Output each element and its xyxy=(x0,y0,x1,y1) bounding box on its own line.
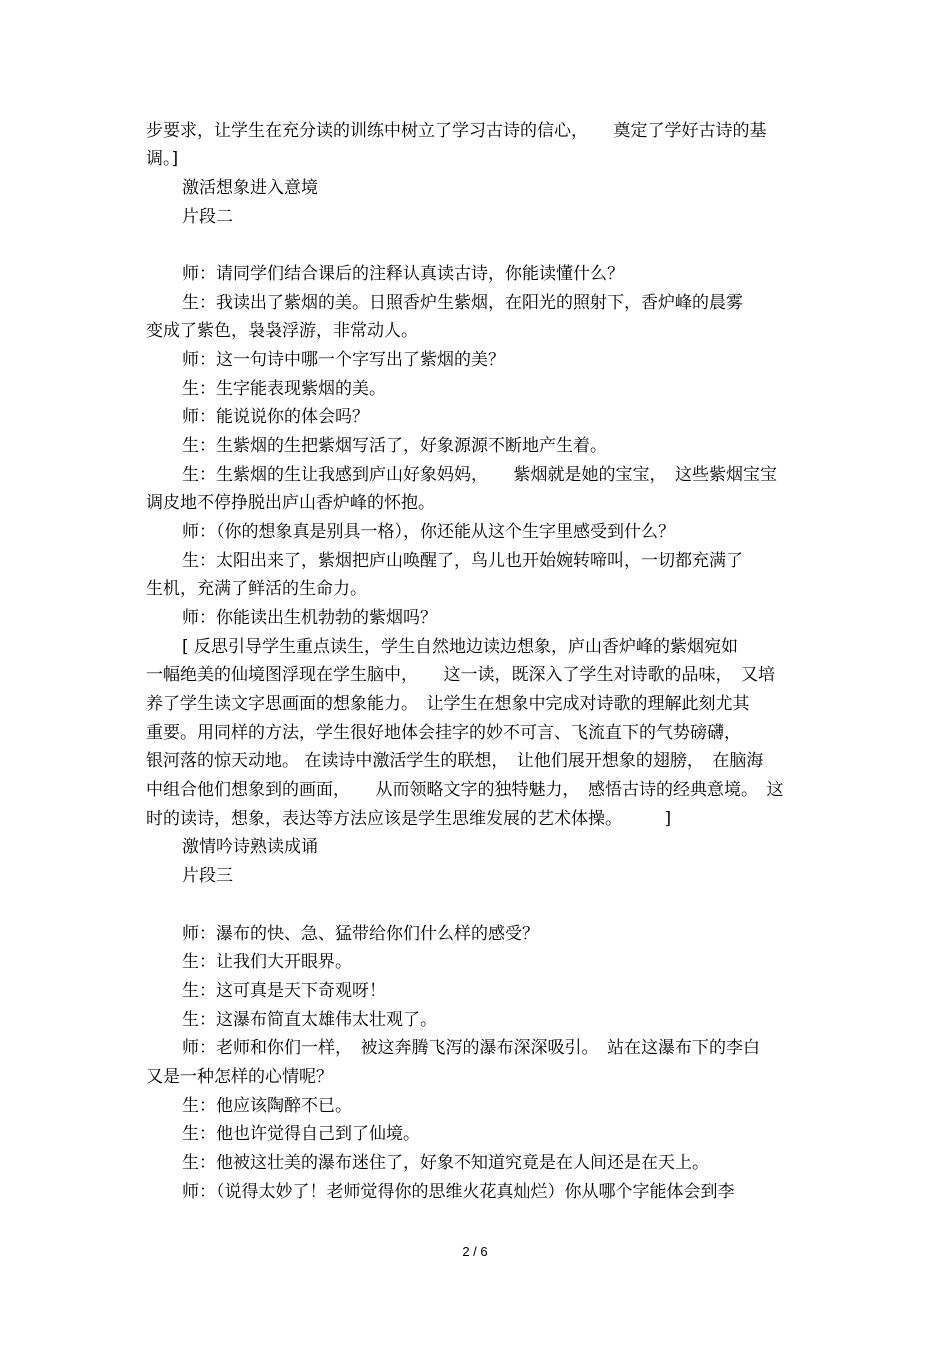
dialogue-line: 师：这一句诗中哪一个字写出了紫烟的美？ xyxy=(182,350,505,370)
dialogue-line: 师：（你的想象真是别具一格），你还能从这个生字里感受到什么？ xyxy=(182,522,675,542)
dialogue-line: 师：请同学们结合课后的注释认真读古诗，你能读懂什么？ xyxy=(182,264,624,284)
reflection-line: [ 反思引导学生重点读生，学生自然地边读边想象，庐山香炉峰的紫烟宛如 xyxy=(182,637,739,657)
text-line: 步要求，让学生在充分读的训练中树立了学习古诗的信心， 奠定了学好古诗的基 xyxy=(146,121,767,141)
reflection-line: 重要。用同样的方法，学生很好地体会挂字的妙不可言、飞流直下的气势磅礴， xyxy=(146,723,741,743)
dialogue-line: 生：太阳出来了，紫烟把庐山唤醒了，鸟儿也开始婉转啼叫，一切都充满了 xyxy=(182,551,743,571)
dialogue-line: 生：他也许觉得自己到了仙境。 xyxy=(182,1124,420,1144)
section-heading: 激情吟诗熟读成诵 xyxy=(182,837,318,857)
dialogue-line: 生机，充满了鲜活的生命力。 xyxy=(146,579,367,599)
reflection-line: 时的读诗，想象，表达等方法应该是学生思维发展的艺术体操。 ] xyxy=(146,809,672,829)
dialogue-line: 生：生紫烟的生让我感到庐山好象妈妈， 紫烟就是她的宝宝， 这些紫烟宝宝 xyxy=(182,465,777,485)
dialogue-line: 生：我读出了紫烟的美。日照香炉生紫烟，在阳光的照射下，香炉峰的晨雾 xyxy=(182,293,743,313)
dialogue-line: 生：他应该陶醉不已。 xyxy=(182,1096,352,1116)
page-number: 2 / 6 xyxy=(462,1244,488,1259)
reflection-line: 中组合他们想象到的画面， 从而领略文字的独特魅力， 感悟古诗的经典意境。 这 xyxy=(146,780,784,800)
dialogue-line: 生：这可真是天下奇观呀！ xyxy=(182,981,386,1001)
dialogue-line: 调皮地不停挣脱出庐山香炉峰的怀抱。 xyxy=(146,493,435,513)
dialogue-line: 又是一种怎样的心情呢？ xyxy=(146,1067,333,1087)
dialogue-line: 生：让我们大开眼界。 xyxy=(182,952,352,972)
section-heading: 激活想象进入意境 xyxy=(182,178,318,198)
dialogue-line: 生：他被这壮美的瀑布迷住了，好象不知道究竟是在人间还是在天上。 xyxy=(182,1153,709,1173)
dialogue-line: 师：老师和你们一样， 被这奔腾飞泻的瀑布深深吸引。 站在这瀑布下的李白 xyxy=(182,1038,760,1058)
dialogue-line: 变成了紫色，袅袅浮游，非常动人。 xyxy=(146,321,418,341)
dialogue-line: 生：这瀑布简直太雄伟太壮观了。 xyxy=(182,1010,437,1030)
reflection-line: 一幅绝美的仙境图浮现在学生脑中， 这一读，既深入了学生对诗歌的品味， 又培 xyxy=(146,665,775,685)
fragment-heading: 片段二 xyxy=(182,207,233,227)
dialogue-line: 生：生字能表现紫烟的美。 xyxy=(182,379,386,399)
fragment-heading: 片段三 xyxy=(182,866,233,886)
dialogue-line: 师：瀑布的快、急、猛带给你们什么样的感受？ xyxy=(182,924,539,944)
text-line: 调。] xyxy=(146,149,179,169)
dialogue-line: 师：你能读出生机勃勃的紫烟吗？ xyxy=(182,608,437,628)
dialogue-line: 师：（说得太妙了！老师觉得你的思维火花真灿烂）你从哪个字能体会到李 xyxy=(182,1182,735,1202)
reflection-line: 养了学生读文字思画面的想象能力。 让学生在想象中完成对诗歌的理解此刻尤其 xyxy=(146,694,750,714)
dialogue-line: 生：生紫烟的生把紫烟写活了，好象源源不断地产生着。 xyxy=(182,436,607,456)
reflection-line: 银河落的惊天动地。 在读诗中激活学生的联想， 让他们展开想象的翅膀， 在脑海 xyxy=(146,751,764,771)
dialogue-line: 师：能说说你的体会吗？ xyxy=(182,407,369,427)
